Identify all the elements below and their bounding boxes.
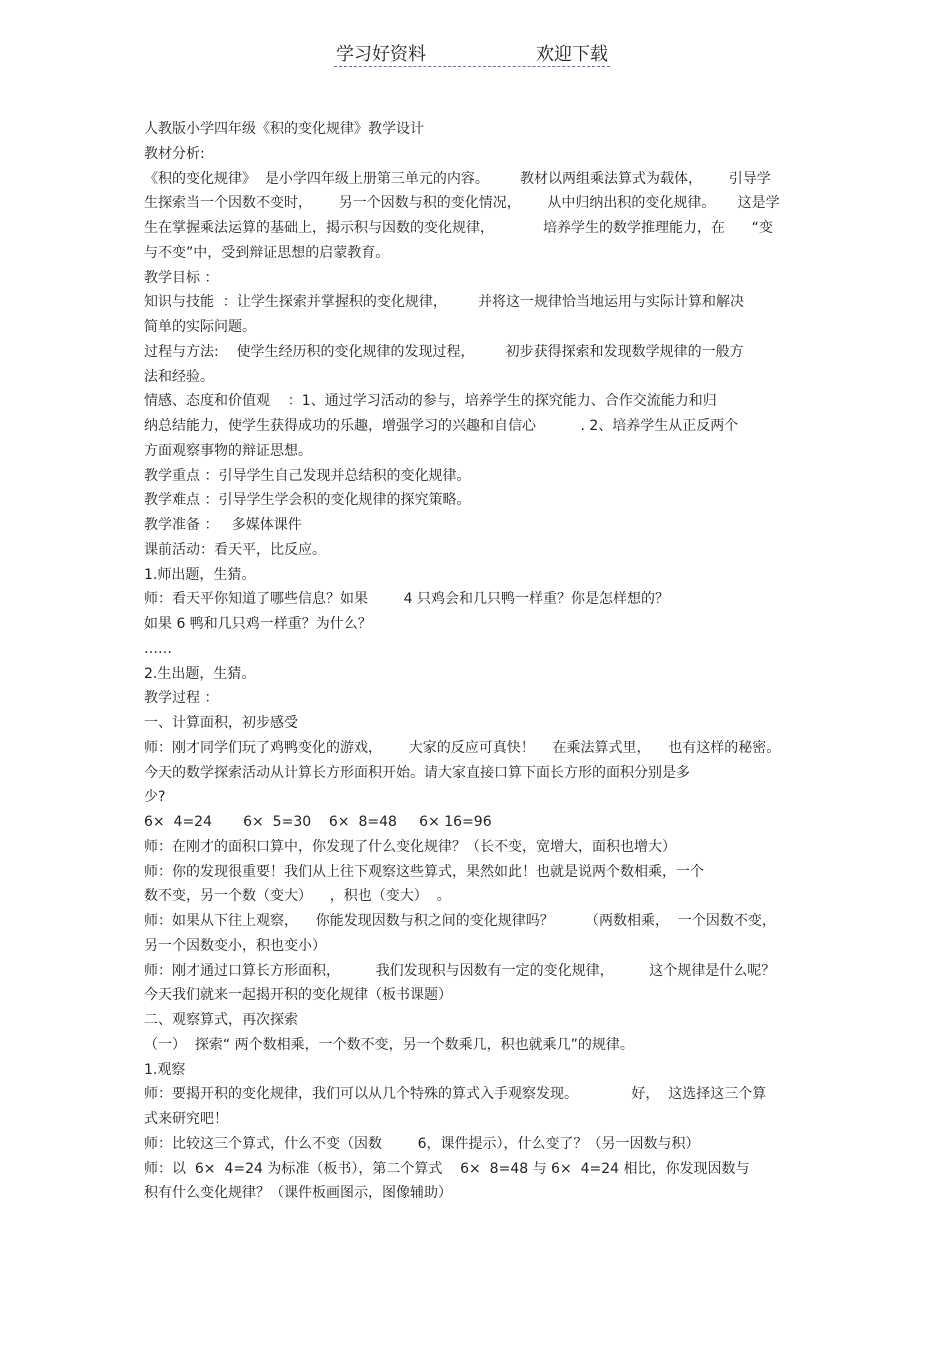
text-line: 积有什么变化规律？（课件板画图示，图像辅助）: [144, 1185, 452, 1202]
text-line: 生探索当一个因数不变时， 另一个因数与积的变化情况， 从中归纳出积的变化规律。 这是学: [144, 195, 780, 212]
text-line: 生在掌握乘法运算的基础上，揭示积与因数的变化规律， 培养学生的数学推理能力，在 “变: [144, 220, 773, 236]
text-line: 课前活动：看天平，比反应。: [144, 541, 326, 558]
text-line: 如果 6 鸭和几只鸡一样重？为什么？: [144, 616, 372, 632]
text-line: ……: [144, 640, 172, 657]
text-line: 数不变，另一个数（变大） ，积也（变大） 。: [144, 888, 451, 905]
text-line: 简单的实际问题。: [144, 319, 256, 335]
text-line: 今天的数学探索活动从计算长方形面积开始。请大家直接口算下面长方形的面积分别是多: [144, 764, 690, 781]
text-line: 法和经验。: [144, 368, 214, 385]
page-header: [334, 40, 610, 67]
text-line: 师：要揭开积的变化规律，我们可以从几个特殊的算式入手观察发现。 好， 这选择这三个算: [144, 1086, 767, 1103]
text-line: 少?: [144, 789, 166, 806]
text-line: （一） 探索“ 两个数相乘，一个数不变，另一个数乘几，积也就乘几”的规律。: [144, 1036, 634, 1053]
text-line: 教学目标 ：: [144, 269, 219, 286]
text-line: 师：刚才同学们玩了鸡鸭变化的游戏， 大家的反应可真快！ 在乘法算式里， 也有这样的秘密。: [144, 739, 781, 756]
text-line: 式来研究吧！: [144, 1111, 228, 1127]
text-line: 情感、态度和价值观 ：1、通过学习活动的参与，培养学生的探究能力、合作交流能力和归: [144, 393, 717, 410]
text-line: 方面观察事物的辩证思想。: [144, 442, 312, 459]
text-line: 与不变”中，受到辩证思想的启蒙教育。: [144, 244, 390, 261]
text-line: 师：比较这三个算式，什么不变（因数 6，课件提示），什么变了？（另一因数与积）: [144, 1135, 700, 1152]
text-line: 师：在刚才的面积口算中，你发现了什么变化规律？（长不变，宽增大，面积也增大）: [144, 838, 676, 855]
text-line: 人教版小学四年级《积的变化规律》教学设计: [144, 121, 424, 137]
text-line: 另一个因数变小，积也变小）: [144, 937, 326, 954]
text-line: 师：以 6× 4=24 为标准（板书），第二个算式 6× 8=48 与 6× 4=24 相比，你发现因数与: [144, 1160, 750, 1177]
document-body: [144, 117, 814, 1206]
text-line: 教材分析:: [144, 145, 205, 162]
text-line: 2.生出题，生猜。: [144, 665, 256, 682]
text-line: 《积的变化规律》 是小学四年级上册第三单元的内容。 教材以两组乘法算式为载体， 引导学: [144, 170, 771, 187]
text-line: 1.观察: [144, 1061, 186, 1078]
text-line: 纳总结能力，使学生获得成功的乐趣，增强学习的兴趣和自信心 . 2、培养学生从正反两个: [144, 418, 739, 434]
text-line: 教学准备 ： 多媒体课件: [144, 517, 302, 533]
text-line: 二、观察算式，再次探索: [144, 1012, 298, 1028]
text-line: 过程与方法: 使学生经历积的变化规律的发现过程， 初步获得探索和发现数学规律的一般方: [144, 343, 744, 360]
text-line: 教学重点 ：引导学生自己发现并总结积的变化规律。: [144, 467, 471, 484]
text-line: 教学过程 ：: [144, 690, 219, 707]
text-line: 师：如果从下往上观察， 你能发现因数与积之间的变化规律吗？ （两数相乘， 一个因数不变，: [144, 913, 776, 929]
text-line: 今天我们就来一起揭开积的变化规律（板书课题）: [144, 987, 452, 1004]
text-line: 师：你的发现很重要！我们从上往下观察这些算式，果然如此！也就是说两个数相乘，一个: [144, 863, 704, 880]
text-line: 教学难点 ：引导学生学会积的变化规律的探究策略。: [144, 492, 471, 509]
text-line: 1.师出题，生猜。: [144, 566, 256, 583]
text-line: 师：刚才通过口算长方形面积， 我们发现积与因数有一定的变化规律， 这个规律是什么呢？: [144, 962, 776, 979]
text-line: 师：看天平你知道了哪些信息？如果 4 只鸡会和几只鸭一样重？你是怎样想的？: [144, 591, 669, 608]
header-left-text: 学习好资料: [336, 44, 426, 65]
text-line: 知识与技能 ：让学生探索并掌握积的变化规律， 并将这一规律恰当地运用与实际计算和解决: [144, 294, 745, 311]
text-line: 一、计算面积，初步感受: [144, 715, 298, 731]
header-right-text: 欢迎下载: [536, 44, 608, 65]
text-line: 6× 4=24 6× 5=30 6× 8=48 6× 16=96: [144, 814, 492, 830]
